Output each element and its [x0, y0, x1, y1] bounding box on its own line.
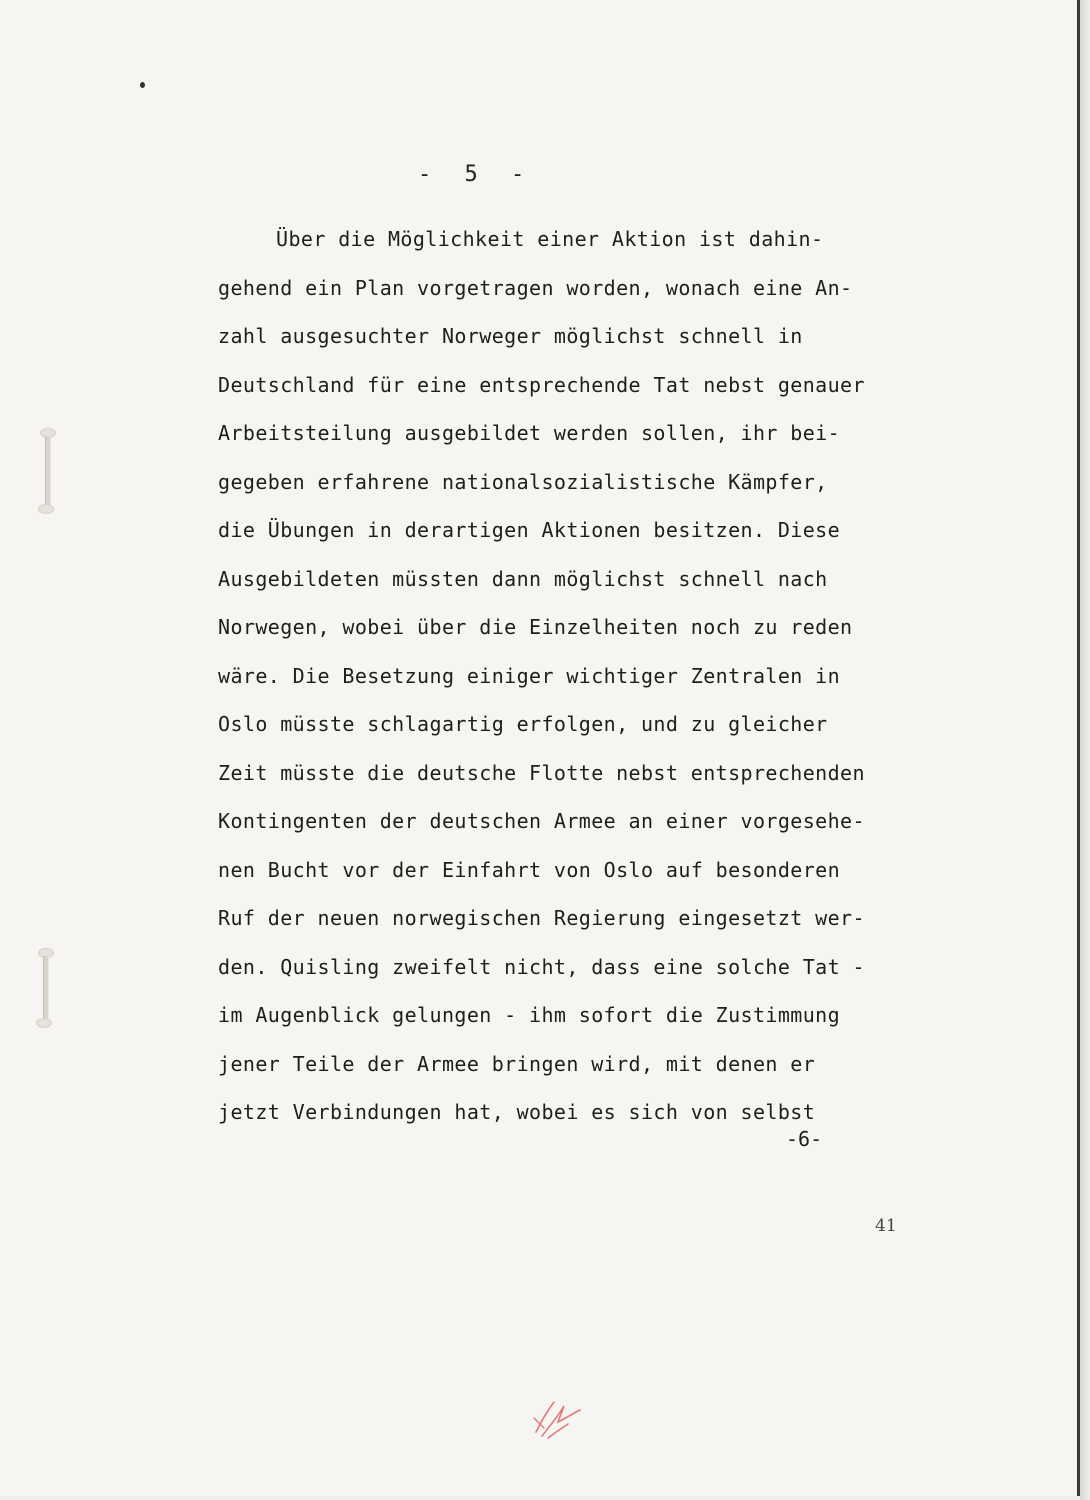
- text-line: den. Quisling zweifelt nicht, dass eine solche Tat -: [218, 954, 865, 979]
- text-line: gegeben erfahrene nationalsozialistische Kämpfer,: [218, 469, 828, 494]
- text-line: Arbeitsteilung ausgebildet werden sollen, ihr bei-: [218, 421, 841, 445]
- binding-hole: [36, 1018, 52, 1028]
- text-line: gehend ein Plan vorgetragen worden, wonach eine An-: [218, 275, 853, 300]
- folio-number: 41: [875, 1216, 897, 1236]
- red-initials-mark: [528, 1392, 588, 1444]
- page-header: - 5 -: [418, 162, 535, 187]
- text-line: Oslo müsste schlagartig erfolgen, und zu gleicher: [218, 712, 828, 736]
- text-line: Über die Möglichkeit einer Aktion ist dahin-: [276, 227, 824, 251]
- text-line: Norwegen, wobei über die Einzelheiten noch zu reden: [218, 615, 853, 639]
- text-line: Deutschland für eine entsprechende Tat nebst genauer: [218, 372, 865, 397]
- text-line: Ausgebildeten müssten dann möglichst schnell nach: [218, 566, 828, 591]
- text-line: zahl ausgesuchter Norweger möglichst schnell in: [218, 324, 803, 348]
- text-line: Kontingenten der deutschen Armee an einer vorgesehe-: [218, 809, 865, 833]
- page-edge-shadow: [1080, 0, 1090, 1500]
- text-line: Ruf der neuen norwegischen Regierung eingesetzt wer-: [218, 906, 865, 930]
- text-line: Zeit müsste die deutsche Flotte nebst entsprechenden: [218, 760, 865, 785]
- text-line: jener Teile der Armee bringen wird, mit denen er: [218, 1051, 816, 1076]
- body-text: [218, 215, 865, 1137]
- text-line: wäre. Die Besetzung einiger wichtiger Zentralen in: [218, 663, 841, 688]
- binding-thread: [43, 956, 49, 1024]
- text-line: nen Bucht vor der Einfahrt von Oslo auf besonderen: [218, 857, 841, 882]
- binding-thread: [45, 436, 51, 506]
- text-line: die Übungen in derartigen Aktionen besitzen. Diese: [218, 518, 841, 542]
- binding-hole: [38, 504, 54, 514]
- text-line: im Augenblick gelungen - ihm sofort die Zustimmung: [218, 1003, 841, 1027]
- text-line: jetzt Verbindungen hat, wobei es sich von selbst: [218, 1100, 816, 1124]
- ink-speck: [140, 82, 145, 88]
- catchword: -6-: [786, 1127, 823, 1151]
